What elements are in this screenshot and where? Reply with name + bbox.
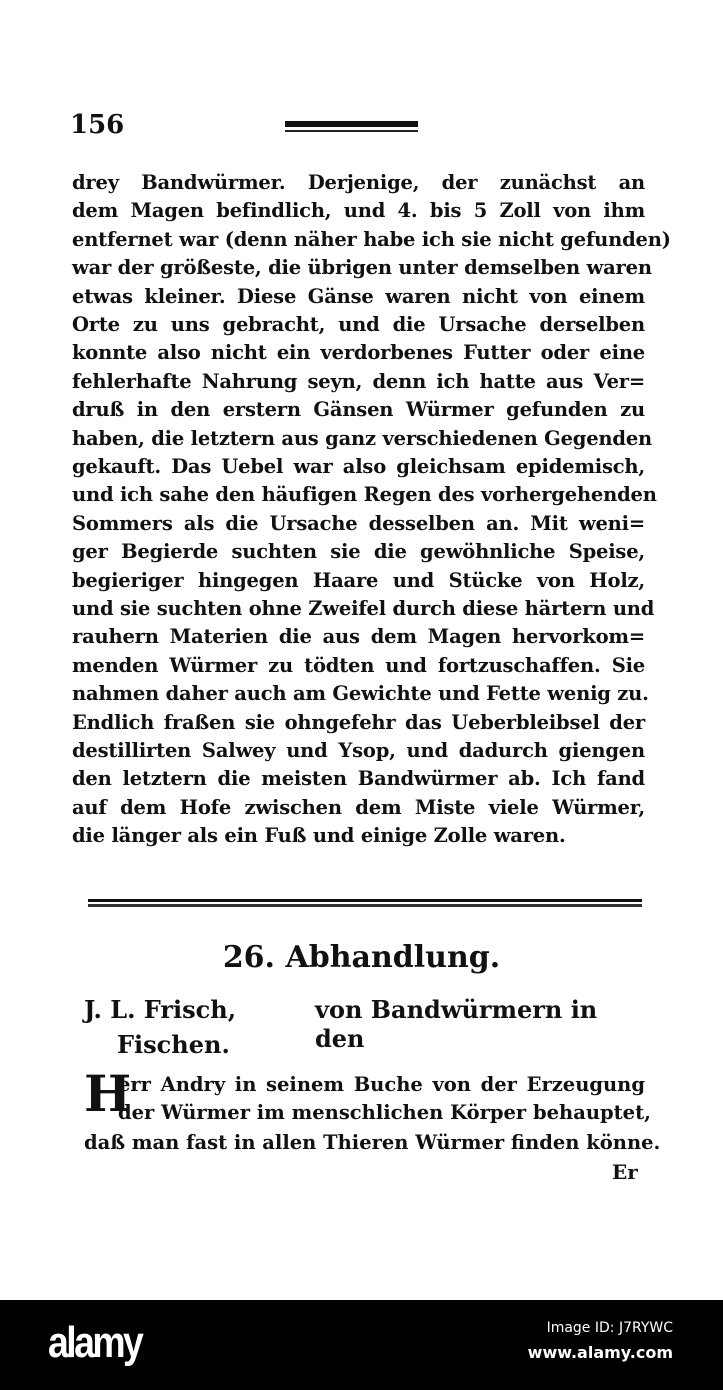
drop-cap: H xyxy=(84,1064,132,1123)
text-line: war der größeste, die übrigen unter demselben waren xyxy=(72,256,652,280)
text-line: Sommers als die Ursache desselben an. Mit weni= xyxy=(72,511,645,535)
text-line: und ich sahe den häufigen Regen des vorhergehenden xyxy=(72,483,657,507)
section-heading: 26. Abhandlung. xyxy=(222,940,501,975)
text-line: menden Würmer zu tödten und fortzuschaffen. Sie xyxy=(72,653,645,677)
text-line: ger Begierde suchten sie die gewöhnliche Speise, xyxy=(72,540,645,564)
text-line: entfernet war (denn näher habe ich sie nicht gefunden) xyxy=(72,227,671,251)
paragraph-line: err Andry in seinem Buche von der Erzeugung xyxy=(118,1073,645,1096)
text-line: druß in den erstern Gänsen Würmer gefunden zu xyxy=(72,398,645,422)
text-line: fehlerhafte Nahrung seyn, denn ich hatte aus Ver= xyxy=(72,369,645,393)
site-url: www.alamy.com xyxy=(527,1343,673,1362)
paragraph-line: der Würmer im menschlichen Körper behauptet, xyxy=(118,1101,651,1124)
image-id: Image ID: J7RYWC xyxy=(546,1320,673,1336)
text-line: Endlich fraßen sie ohngefehr das Ueberbleibsel der xyxy=(72,710,645,734)
subtitle-text: von Bandwürmern in den xyxy=(315,995,598,1053)
watermark-footer xyxy=(0,1300,723,1390)
text-line: etwas kleiner. Diese Gänse waren nicht von einem xyxy=(72,284,645,308)
text-line: rauhern Materien die aus dem Magen hervorkom= xyxy=(72,625,645,649)
text-line: Orte zu uns gebracht, und die Ursache derselben xyxy=(72,313,645,336)
text-line: haben, die letztern aus ganz verschiedenen Gegenden xyxy=(72,426,653,450)
text-line: den letztern die meisten Bandwürmer ab. Ich fand xyxy=(72,767,645,791)
subtitle-author: J. L. Frisch, xyxy=(84,995,237,1024)
text-line: auf dem Hofe zwischen dem Miste viele Würmer, xyxy=(72,795,645,819)
text-line: destillirten Salwey und Ysop, und dadurch giengen xyxy=(72,739,645,762)
text-line: dem Magen befindlich, und 4. bis 5 Zoll von ihm xyxy=(72,199,645,223)
alamy-logo: alamy xyxy=(48,1318,142,1367)
text-line: die länger als ein Fuß und einige Zolle waren. xyxy=(72,824,566,848)
catchword: Er xyxy=(612,1160,638,1184)
page-number: 156 xyxy=(70,110,125,140)
subtitle-line2: Fischen. xyxy=(117,1030,230,1059)
text-line: drey Bandwürmer. Derjenige, der zunächst an xyxy=(72,171,645,194)
paragraph-line: daß man fast in allen Thieren Würmer finden könne. xyxy=(84,1131,661,1154)
text-line: konnte also nicht ein verdorbenes Futter oder eine xyxy=(72,341,645,365)
section-divider xyxy=(88,899,642,902)
text-line: nahmen daher auch am Gewichte und Fette wenig zu. xyxy=(72,682,649,706)
text-line: begieriger hingegen Haare und Stücke von Holz, xyxy=(72,568,645,592)
text-line: gekauft. Das Uebel war also gleichsam epidemisch, xyxy=(72,455,645,478)
header-rule xyxy=(285,121,418,127)
text-line: und sie suchten ohne Zweifel durch diese härtern und xyxy=(72,597,655,620)
